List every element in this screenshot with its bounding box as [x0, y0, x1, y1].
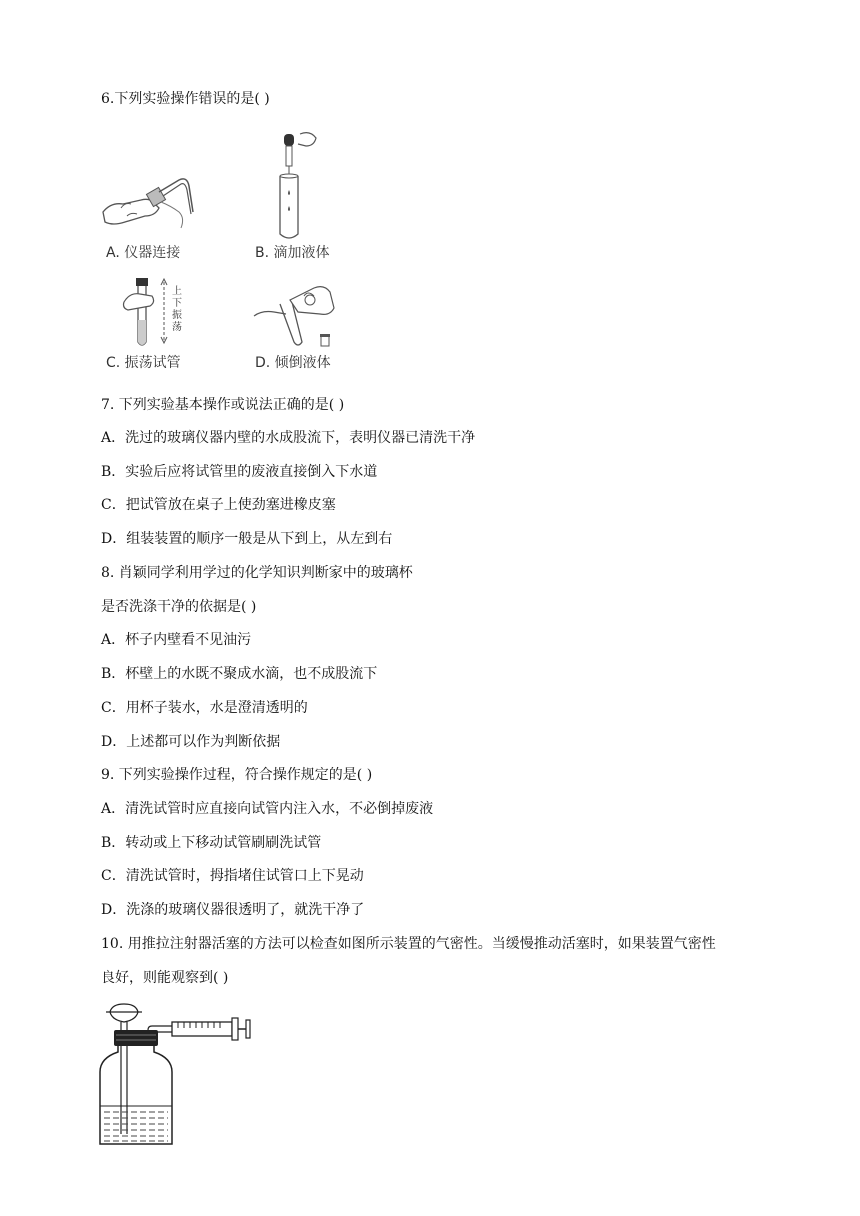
q7-option-d: D．组装装置的顺序一般是从下到上，从左到右: [101, 531, 393, 547]
q8-option-b: B．杯壁上的水既不聚成水滴，也不成股流下: [101, 666, 378, 682]
q9-option-d: D．洗涤的玻璃仪器很透明了，就洗干净了: [101, 902, 365, 918]
q9-option-a: A．清洗试管时应直接向试管内注入水，不必倒掉废液: [101, 801, 434, 817]
q7-option-c: C．把试管放在桌子上使劲塞进橡皮塞: [101, 497, 336, 513]
q7-option-b: B．实验后应将试管里的废液直接倒入下水道: [101, 464, 378, 480]
q8-option-d: D．上述都可以作为判断依据: [101, 734, 281, 750]
figure-a-caption: A. 仪器连接: [106, 245, 181, 261]
figure-c-caption: C. 振荡试管: [106, 355, 181, 371]
figure-d-pour-liquid: [250, 282, 342, 350]
q8-stem-line1: 8. 肖颖同学利用学过的化学知识判断家中的玻璃杯: [101, 565, 413, 581]
q9-option-c: C．清洗试管时，拇指堵住试管口上下晃动: [101, 868, 364, 884]
q8-stem-line2: 是否洗涤干净的依据是( ): [101, 599, 257, 615]
figure-b-caption: B. 滴加液体: [255, 245, 330, 261]
figure-d-caption: D. 倾倒液体: [255, 355, 331, 371]
q6-stem: 6.下列实验操作错误的是( ): [101, 91, 270, 107]
q7-stem: 7. 下列实验基本操作或说法正确的是( ): [101, 397, 345, 413]
figure-a-instrument-connection: [101, 172, 201, 242]
figure-c-arrow-label: 上下振荡: [172, 286, 182, 333]
q10-stem-line1: 10. 用推拉注射器活塞的方法可以检查如图所示装置的气密性。当缓慢推动活塞时，如果装置气密性: [101, 936, 716, 952]
q7-option-a: A．洗过的玻璃仪器内壁的水成股流下，表明仪器已清洗干净: [101, 430, 476, 446]
figure-b-drop-liquid: [270, 128, 320, 242]
q9-option-b: B．转动或上下移动试管刷刷洗试管: [101, 835, 322, 851]
q10-stem-line2: 良好，则能观察到( ): [101, 970, 229, 986]
figure-q10-apparatus: [96, 1000, 256, 1150]
q9-stem: 9. 下列实验操作过程，符合操作规定的是( ): [101, 767, 373, 783]
q8-option-a: A．杯子内壁看不见油污: [101, 632, 252, 648]
q8-option-c: C．用杯子装水，水是澄清透明的: [101, 700, 308, 716]
